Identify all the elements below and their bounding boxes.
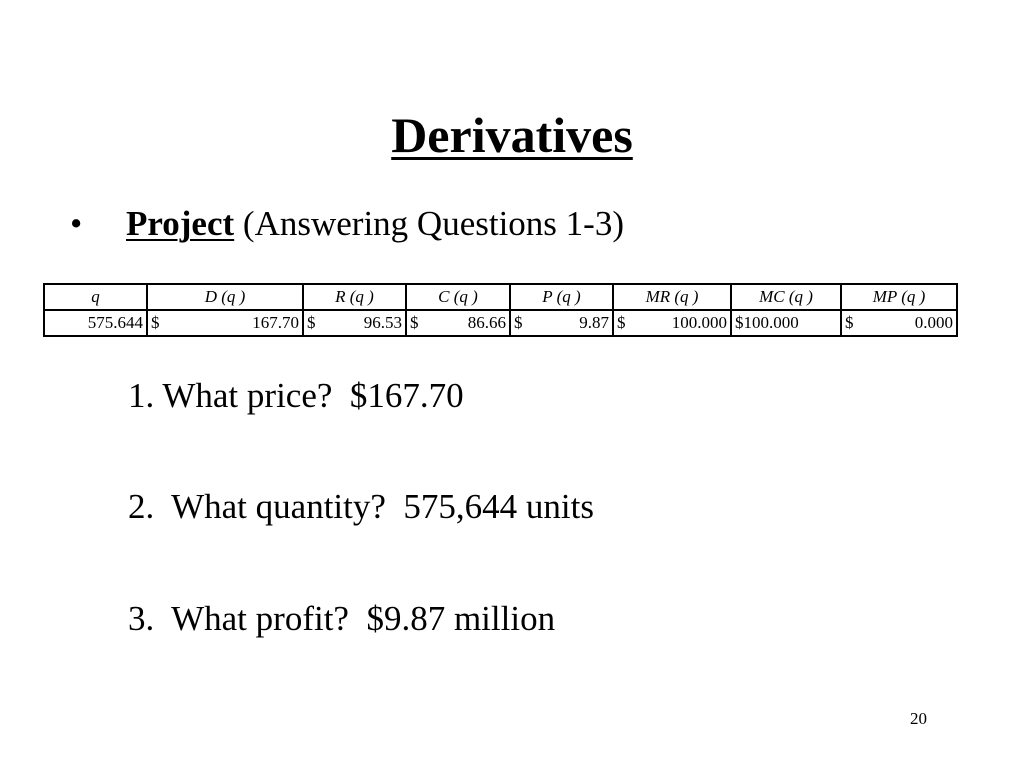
- cell-value: 167.70: [252, 313, 299, 332]
- table-cell: [731, 310, 841, 336]
- bullet-symbol: •: [70, 204, 83, 243]
- slide-title: Derivatives: [391, 107, 633, 163]
- question-1: 1. What price? $167.70: [128, 376, 464, 415]
- table-header: D (q ): [147, 284, 303, 310]
- table-header: C (q ): [406, 284, 510, 310]
- cell-value: 96.53: [363, 313, 402, 332]
- table-row: [44, 310, 957, 336]
- bullet-item: [70, 200, 624, 248]
- currency-symbol: $: [617, 313, 626, 332]
- cell-value: 575.644: [87, 313, 143, 332]
- table-cell: [510, 310, 613, 336]
- table-header-row: [44, 284, 957, 310]
- currency-symbol: $: [845, 313, 854, 332]
- cell-value: 86.66: [467, 313, 506, 332]
- currency-symbol: $100.000: [735, 313, 799, 332]
- table-header: MP (q ): [841, 284, 957, 310]
- table-cell: [841, 310, 957, 336]
- table-header: MR (q ): [613, 284, 731, 310]
- cell-value: 100.000: [671, 313, 727, 332]
- cell-value: 0.000: [914, 313, 953, 332]
- bullet-heading: Project: [126, 204, 235, 243]
- data-table: [43, 283, 958, 337]
- cell-value: 9.87: [579, 313, 609, 332]
- currency-symbol: $: [307, 313, 316, 332]
- bullet-text: (Answering Questions 1-3): [242, 204, 624, 243]
- table-cell: [303, 310, 406, 336]
- table-cell: [406, 310, 510, 336]
- question-3: 3. What profit? $9.87 million: [128, 599, 556, 638]
- table-header: P (q ): [510, 284, 613, 310]
- currency-symbol: $: [514, 313, 523, 332]
- question-2: 2. What quantity? 575,644 units: [128, 487, 594, 526]
- currency-symbol: $: [410, 313, 419, 332]
- table-cell: [613, 310, 731, 336]
- table-header: R (q ): [303, 284, 406, 310]
- table-header: q: [44, 284, 147, 310]
- currency-symbol: $: [151, 313, 160, 332]
- table-header: MC (q ): [731, 284, 841, 310]
- page-number: 20: [910, 709, 927, 728]
- table-cell: [44, 310, 147, 336]
- table-cell: [147, 310, 303, 336]
